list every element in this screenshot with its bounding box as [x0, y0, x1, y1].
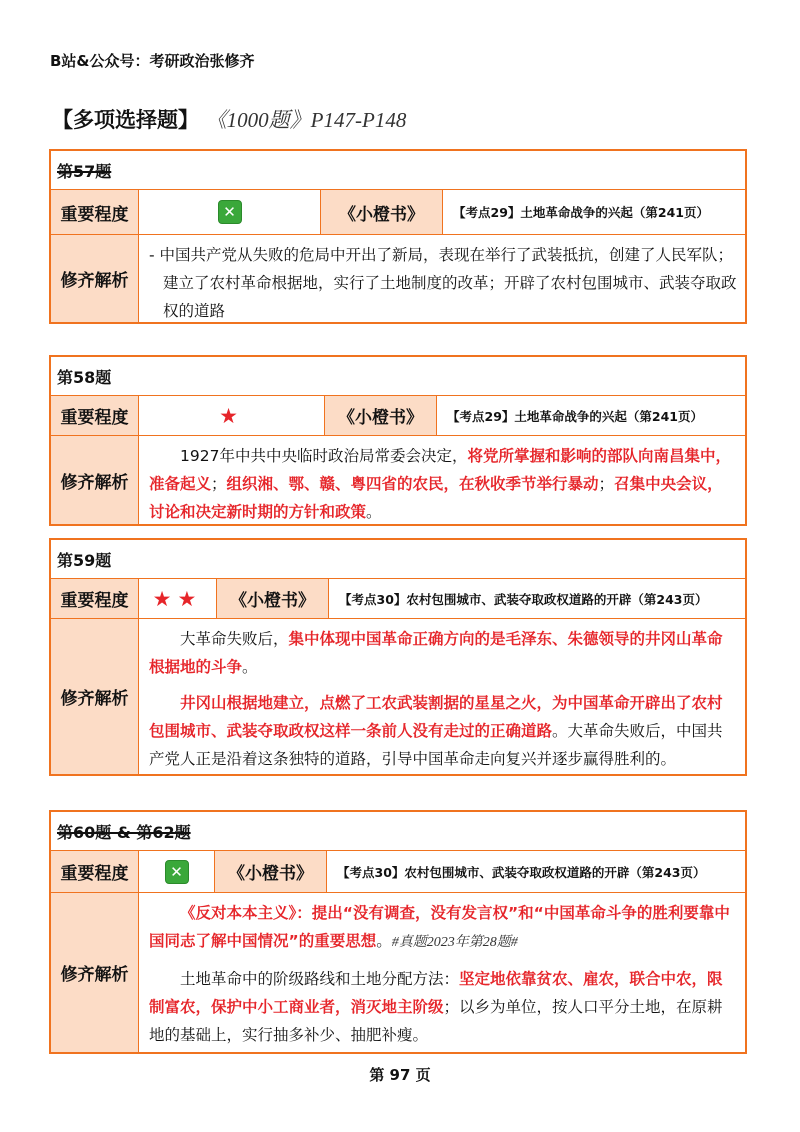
- importance-value: [139, 190, 321, 234]
- exam-point: 【考点30】农村包围城市、武装夺取政权道路的开辟（第243页）: [337, 864, 706, 880]
- section-title: [52, 104, 406, 134]
- analysis-text-segment: - 中国共产党从失败的危局中开出了新局，表现在举行了武装抵抗，创建了人民军队；建立了农村革命根据地，实行了土地制度的改革；开辟了农村包围城市、武装夺取政权的道路: [149, 246, 737, 320]
- cross-mark-icon: ✕: [218, 200, 242, 224]
- exam-point: 【考点29】土地革命战争的兴起（第241页）: [453, 205, 709, 220]
- question-title: 第57题: [57, 161, 112, 181]
- analysis-text-segment: 。大革命失败后，中国共产党人正是沿着这条独特的道路，引导中国革命走向复兴并逐步赢得胜利的。: [149, 722, 723, 768]
- question-57-box: [49, 149, 747, 324]
- analysis-paragraph: [149, 442, 737, 526]
- analysis-paragraph: [149, 899, 737, 957]
- analysis-text: [139, 893, 745, 1052]
- key-point-text: 集中体现中国革命正确方向的是毛泽东、朱德领导的井冈山革命根据地的斗争: [149, 630, 723, 676]
- importance-value: [139, 396, 325, 435]
- analysis-text: [139, 619, 745, 774]
- analysis-text-segment: 。: [376, 932, 392, 950]
- analysis-paragraph: [149, 965, 737, 1049]
- book-label: 《小橙书》: [325, 396, 437, 435]
- importance-value: [139, 579, 217, 618]
- page-number: 第 97 页: [369, 1066, 431, 1084]
- key-point-text: 召集中央会议，讨论和决定新时期的方针和政策: [149, 475, 723, 521]
- analysis-label: 修齐解析: [51, 436, 139, 524]
- analysis-text-segment: ；: [598, 475, 615, 493]
- question-title: 第59题: [57, 550, 112, 570]
- book-label: 《小橙书》: [321, 190, 443, 234]
- analysis-text: [139, 436, 745, 524]
- analysis-text-segment: 大革命失败后，: [180, 630, 289, 648]
- question-58-box: [49, 355, 747, 526]
- analysis-label: 修齐解析: [51, 619, 139, 774]
- importance-label: 重要程度: [51, 396, 139, 435]
- analysis-text-segment: 1927年中共中央临时政治局常委会决定，: [180, 447, 468, 465]
- question-title: 第58题: [57, 367, 112, 387]
- importance-label: 重要程度: [51, 190, 139, 234]
- question-60-62-box: [49, 810, 747, 1054]
- importance-value: [139, 851, 215, 892]
- key-point-text: 将党所掌握和影响的部队向南昌集中，准备起义: [149, 447, 731, 493]
- exam-tag: #真题2023年第28题#: [391, 935, 518, 950]
- analysis-text: [139, 235, 745, 322]
- analysis-paragraph: [149, 625, 737, 681]
- analysis-text-segment: 。: [242, 658, 258, 676]
- analysis-text-segment: ；以乡为单位，按人口平分土地，在原耕地的基础上，实行抽多补少、抽肥补瘦。: [149, 998, 723, 1044]
- book-label: 《小橙书》: [215, 851, 327, 892]
- question-title: 第60题 & 第62题: [57, 822, 191, 842]
- section-title-source: 《1000题》P147-P148: [205, 108, 407, 132]
- exam-point: 【考点29】土地革命战争的兴起（第241页）: [447, 408, 703, 424]
- analysis-label: 修齐解析: [51, 235, 139, 322]
- key-point-text: 井冈山根据地建立，点燃了工农武装割据的星星之火，为中国革命开辟出了农村包围城市、武装夺取政权这样一条前人没有走过的正确道路: [149, 694, 723, 740]
- question-59-box: [49, 538, 747, 776]
- analysis-text-segment: 土地革命中的阶级路线和土地分配方法：: [180, 970, 460, 988]
- key-point-text: 组织湘、鄂、赣、粤四省的农民，在秋收季节举行暴动: [226, 475, 599, 493]
- star-icon: ★: [219, 403, 244, 428]
- key-point-text: 坚定地依靠贫农、雇农，联合中农，限制富农，保护中小工商业者，消灭地主阶级: [149, 970, 723, 1016]
- source-header: B站&公众号：考研政治张修齐: [50, 52, 255, 70]
- key-point-text: 《反对本本主义》：提出“没有调查，没有发言权”和“中国革命斗争的胜利要靠中国同志了解中国情况”的重要思想: [149, 904, 730, 950]
- analysis-paragraph: [149, 241, 737, 325]
- section-title-type: 【多项选择题】: [52, 108, 199, 132]
- analysis-paragraph: [149, 689, 737, 773]
- book-label: 《小橙书》: [217, 579, 329, 618]
- importance-label: 重要程度: [51, 851, 139, 892]
- exam-point: 【考点30】农村包围城市、武装夺取政权道路的开辟（第243页）: [339, 591, 708, 607]
- analysis-label: 修齐解析: [51, 893, 139, 1052]
- analysis-text-segment: 。: [366, 503, 382, 521]
- cross-mark-icon: ✕: [165, 860, 189, 884]
- analysis-text-segment: ；: [211, 475, 227, 493]
- importance-label: 重要程度: [51, 579, 139, 618]
- star-icon: ★★: [152, 586, 203, 611]
